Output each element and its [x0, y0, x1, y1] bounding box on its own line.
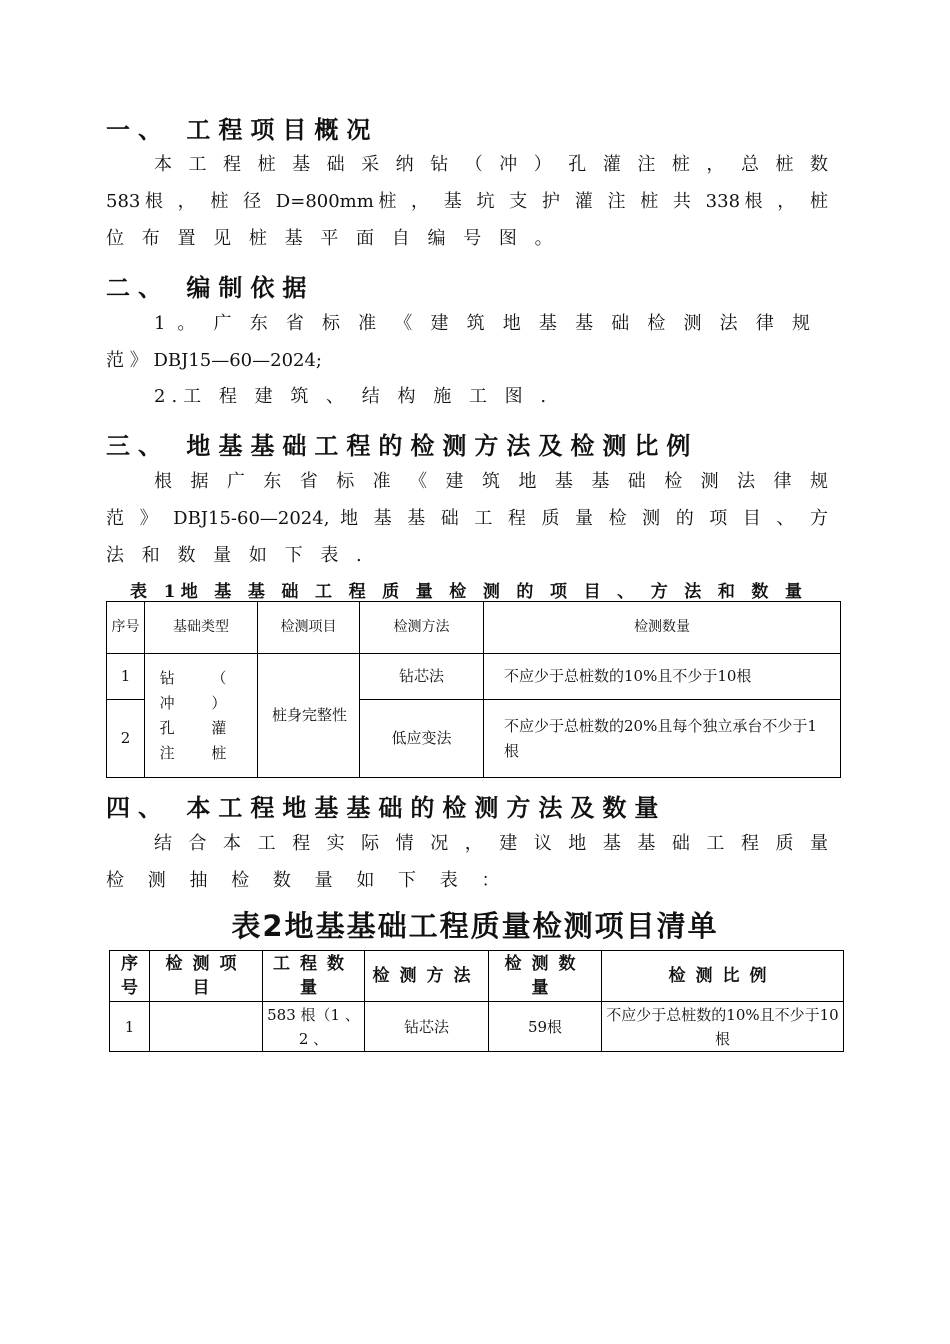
table-2-header-row	[110, 951, 844, 1002]
table-row	[110, 1002, 844, 1052]
t2-header-no: 序号	[110, 951, 150, 1002]
table-1	[106, 601, 841, 778]
t1-test-item: 桩身完整性	[258, 654, 360, 778]
t1-header-item: 检测项目	[258, 602, 360, 654]
section-1-heading: 一、 工程项目概况	[106, 116, 379, 144]
section-3-line-2: 范 》 DBJ15-60—2024, 地 基 基 础 工 程 质 量 检 测 的 项 目 、 方	[106, 508, 829, 529]
t2-row1-test-qty: 59根	[489, 1002, 602, 1052]
section-2-line-3: 2.工 程 建 筑 、 结 构 施 工 图 .	[154, 386, 553, 407]
t1-header-method: 检测方法	[360, 602, 484, 654]
table-1-caption: 表 1地 基 基 础 工 程 质 量 检 测 的 项 目 、 方 法 和 数 量	[130, 582, 802, 602]
t1-foundation-type: 钻 （ 冲 ） 孔 灌 注 桩	[145, 654, 258, 778]
t1-row1-method: 钻芯法	[360, 654, 484, 700]
t2-row1-no: 1	[110, 1002, 150, 1052]
t1-header-type: 基础类型	[145, 602, 258, 654]
table-row	[107, 654, 841, 700]
section-2-heading: 二、 编制依据	[106, 274, 315, 302]
section-1-line-1: 本 工 程 桩 基 础 采 纳 钻 （ 冲 ） 孔 灌 注 桩 ， 总 桩 数	[154, 154, 828, 175]
t2-row1-method: 钻芯法	[365, 1002, 489, 1052]
section-3-line-3: 法 和 数 量 如 下 表 .	[106, 545, 368, 566]
t1-header-quantity: 检测数量	[484, 602, 841, 654]
section-2-line-1: 1 。 广 东 省 标 准 《 建 筑 地 基 基 础 检 测 法 律 规	[154, 313, 810, 334]
section-3-line-1: 根 据 广 东 省 标 准 《 建 筑 地 基 基 础 检 测 法 律 规	[154, 471, 828, 492]
section-2-line-2: 范 》 DBJ15—60—2024;	[106, 350, 322, 371]
section-3-heading: 三、 地基基础工程的检测方法及检测比例	[106, 432, 699, 460]
section-1-line-2: 583根 ， 桩 径 D=800mm桩 ， 基 坑 支 护 灌 注 桩 共 338根 ， 桩	[106, 191, 828, 212]
t2-header-ratio: 检测比例	[602, 951, 844, 1002]
t1-row2-quantity: 不应少于总桩数的20%且每个独立承台不少于1 根	[484, 700, 841, 778]
t2-row1-project-qty: 583 根（1 、2 、	[263, 1002, 365, 1052]
section-4-line-1: 结 合 本 工 程 实 际 情 况 ， 建 议 地 基 基 础 工 程 质 量	[154, 833, 828, 854]
t2-header-method: 检测方法	[365, 951, 489, 1002]
t1-header-no: 序号	[107, 602, 145, 654]
section-4-heading: 四、 本工程地基基础的检测方法及数量	[106, 794, 667, 822]
t1-row1-no: 1	[107, 654, 145, 700]
t1-row1-quantity: 不应少于总桩数的10%且不少于10根	[484, 654, 841, 700]
t2-header-test-qty: 检测数量	[489, 951, 602, 1002]
t2-row1-ratio: 不应少于总桩数的10%且不少于10根	[602, 1002, 844, 1052]
section-1-line-3: 位 布 置 见 桩 基 平 面 自 编 号 图 。	[106, 228, 559, 249]
t2-row1-item	[150, 1002, 263, 1052]
section-4-line-2: 检 测 抽 检 数 量 如 下 表 ：	[106, 870, 509, 891]
t1-row2-method: 低应变法	[360, 700, 484, 778]
table-2-caption: 表2地基基础工程质量检测项目清单	[231, 909, 719, 943]
table-2	[109, 950, 844, 1052]
t1-row2-no: 2	[107, 700, 145, 778]
t2-header-project-qty: 工程数量	[263, 951, 365, 1002]
table-1-header-row	[107, 602, 841, 654]
t2-header-item: 检测项目	[150, 951, 263, 1002]
